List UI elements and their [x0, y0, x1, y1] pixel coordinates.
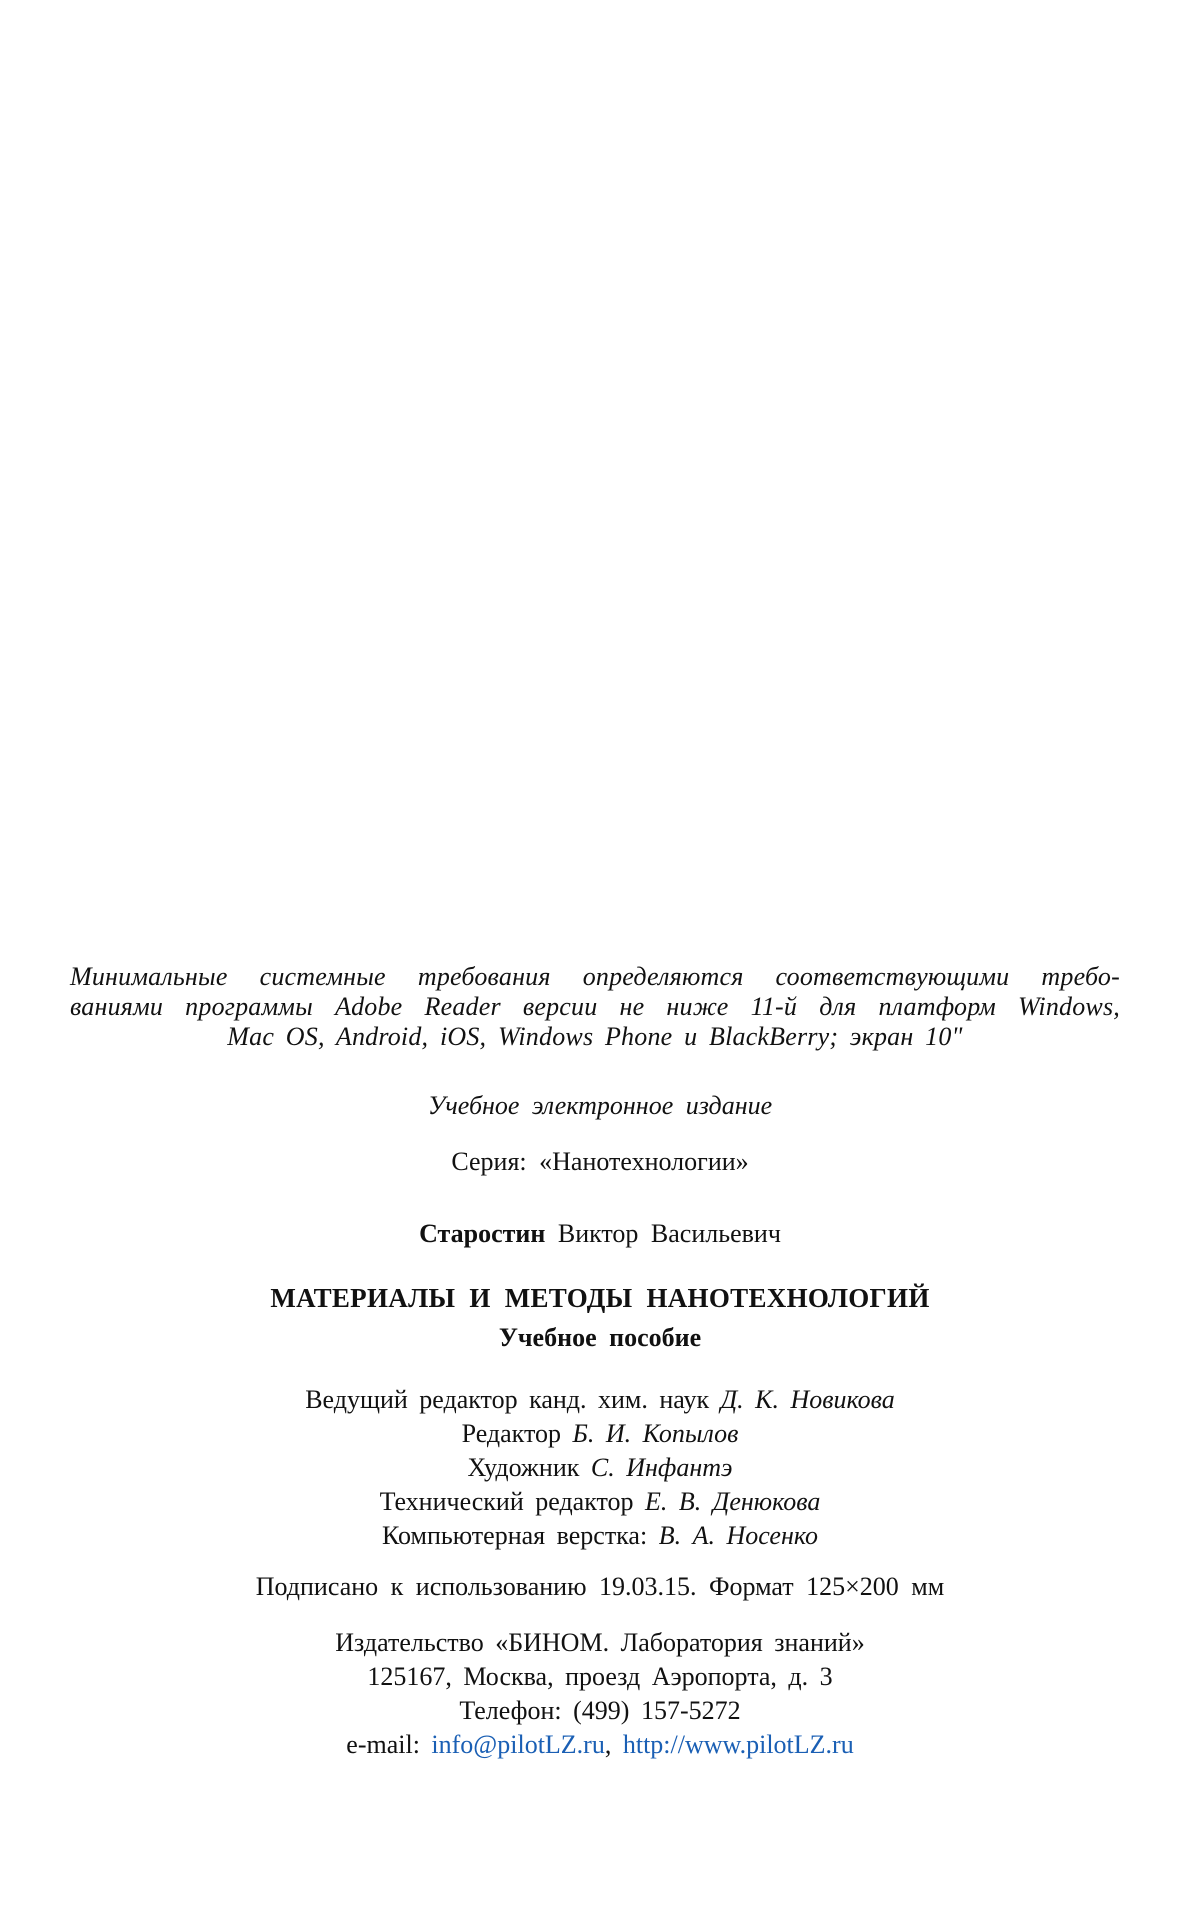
requirements-line-2: ваниями программы Adobe Reader версии не ниже 11-й для платформ Windows, — [70, 992, 1120, 1021]
requirements-line-1: Минимальные системные требования определяются соответствующими требо- — [70, 962, 1120, 991]
credit-name: В. А. Носенко — [658, 1521, 819, 1550]
email-label: e-mail: — [346, 1730, 420, 1759]
website-link[interactable]: http://www.pilotLZ.ru — [622, 1730, 854, 1759]
system-requirements — [70, 962, 1120, 1052]
series-label: Серия: «Нанотехнологии» — [451, 1147, 749, 1176]
author-name — [0, 1219, 1200, 1249]
book-subtitle: Учебное пособие — [498, 1323, 702, 1352]
publisher-contacts — [0, 1728, 1200, 1762]
credit-name: Е. В. Денюкова — [645, 1487, 821, 1516]
credit-row — [0, 1451, 1200, 1485]
credit-role: Компьютерная верстка: — [381, 1521, 648, 1550]
credit-role: Технический редактор — [379, 1487, 634, 1516]
requirements-line-3: Mac OS, Android, iOS, Windows Phone и BlackBerry; экран 10" — [227, 1022, 963, 1051]
publisher-address: 125167, Москва, проезд Аэропорта, д. 3 — [367, 1662, 833, 1691]
email-link[interactable]: info@pilotLZ.ru — [431, 1730, 605, 1759]
credits-block — [0, 1383, 1200, 1553]
credit-role: Редактор — [461, 1419, 561, 1448]
publisher-phone: Телефон: (499) 157-5272 — [459, 1696, 741, 1725]
credit-row — [0, 1485, 1200, 1519]
signed-for-use: Подписано к использованию 19.03.15. Формат 125×200 мм — [255, 1572, 945, 1601]
edition-type: Учебное электронное издание — [427, 1091, 773, 1120]
credit-row — [0, 1417, 1200, 1451]
credit-name: С. Инфантэ — [590, 1453, 733, 1482]
credit-row — [0, 1383, 1200, 1417]
publisher-block — [0, 1626, 1200, 1762]
publisher-name: Издательство «БИНОМ. Лаборатория знаний» — [335, 1628, 865, 1657]
credit-role: Художник — [467, 1453, 580, 1482]
credit-role: Ведущий редактор канд. хим. наук — [305, 1385, 710, 1414]
author-surname: Старостин — [419, 1219, 546, 1248]
credit-name: Д. К. Новикова — [720, 1385, 895, 1414]
author-given-names: Виктор Васильевич — [557, 1219, 781, 1248]
contact-separator: , — [604, 1730, 612, 1759]
book-title: МАТЕРИАЛЫ И МЕТОДЫ НАНОТЕХНОЛОГИЙ — [270, 1283, 930, 1313]
credit-name: Б. И. Копылов — [572, 1419, 739, 1448]
credit-row — [0, 1519, 1200, 1553]
